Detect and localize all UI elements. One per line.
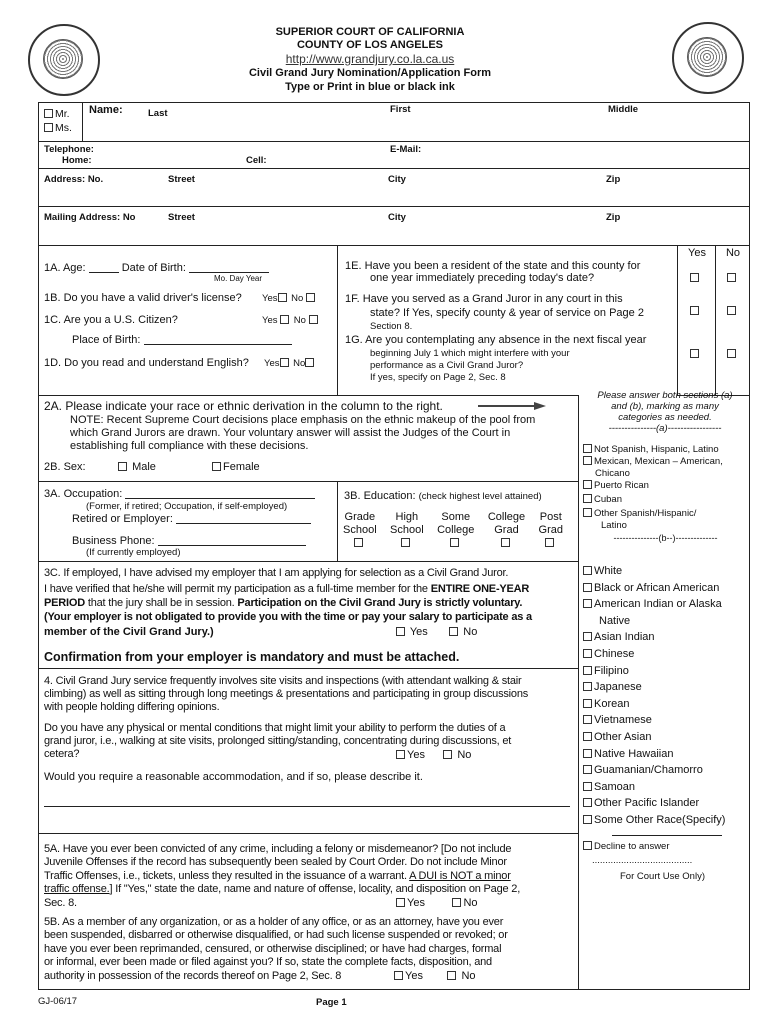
q5b-no-checkbox[interactable] [447, 971, 456, 980]
q3c-no-checkbox[interactable] [449, 627, 458, 636]
q2-note-1: NOTE: Recent Supreme Court decisions place emphasis on the ethnic makeup of the pool from [70, 414, 536, 426]
eth-korean: Korean [583, 696, 748, 713]
ms-option[interactable]: Ms. [44, 122, 72, 134]
eth-decline: Decline to answer [583, 841, 670, 852]
q1e-no-checkbox[interactable] [727, 273, 736, 282]
ms-checkbox[interactable] [44, 123, 53, 132]
q3c-yes-checkbox[interactable] [396, 627, 405, 636]
q1f-line3: Section 8. [370, 321, 413, 332]
age-field[interactable] [89, 263, 119, 273]
q4-options: Yes No [396, 749, 471, 761]
accommodation-field[interactable] [44, 806, 570, 807]
q1g-line3: performance as a Civil Grand Juror? [370, 360, 524, 371]
q5a-options: Yes No [396, 897, 478, 909]
q5a-line3: Traffic Offenses, i.e., tickets, unless they resulted in the issuance of a warrant. A DUI is NOT a minor [44, 869, 511, 882]
edu-post-grad: Post Grad [539, 511, 563, 550]
q5b-line1: 5B. As a member of any organization, or as a holder of any office, or as an attorney, have you ever [44, 916, 504, 928]
eth-chinese: Chinese [583, 646, 748, 663]
court-use-label: For Court Use Only) [620, 871, 705, 882]
eth-asian-indian: Asian Indian [583, 629, 748, 646]
q1b-yes-checkbox[interactable] [278, 293, 287, 302]
employer-field[interactable] [176, 514, 311, 524]
eth-vietnamese: Vietnamese [583, 712, 748, 729]
q1b-license: 1B. Do you have a valid driver's license? [44, 292, 242, 304]
q5a-line1: 5A. Have you ever been convicted of any crime, including a felony or misdemeanor? [Do not include [44, 843, 512, 855]
eth-filipino: Filipino [583, 663, 748, 680]
q1g-yes-checkbox[interactable] [690, 349, 699, 358]
place-of-birth-field[interactable] [144, 335, 292, 345]
mr-checkbox[interactable] [44, 109, 53, 118]
cell-phone-label: Cell: [246, 155, 267, 166]
address-street-label: Street [168, 174, 195, 185]
q3c-line4: (Your employer is not obligated to provide you with the time or pay your salary to participate as a [44, 611, 532, 623]
address-label: Address: No. [44, 174, 104, 185]
edu-some-college: Some College [437, 511, 474, 550]
form-title: Civil Grand Jury Nomination/Application Form [248, 67, 492, 79]
website-link[interactable]: http://www.grandjury.co.la.ca.us [285, 52, 455, 66]
eth-chicano: Chicano [595, 468, 630, 479]
q1b-options: Yes No [262, 293, 317, 304]
address-zip-label: Zip [606, 174, 621, 185]
female-option: Female [212, 461, 260, 473]
q4-line3: with people holding differing opinions. [44, 701, 220, 713]
eth-japanese: Japanese [583, 679, 748, 696]
eth-instr-3: categories as needed. [618, 412, 712, 423]
q1g-line4: If yes, specify on Page 2, Sec. 8 [370, 372, 506, 383]
mailing-zip-label: Zip [606, 212, 621, 223]
mr-option[interactable]: Mr. [44, 108, 70, 120]
name-label: Name: [89, 104, 123, 116]
eth-instr-2: and (b), marking as many [611, 401, 719, 412]
eth-native-cont: Native [599, 614, 631, 627]
q1f-line2: state? If Yes, specify county & year of service on Page 2 [370, 307, 644, 319]
email-label: E-Mail: [390, 144, 422, 155]
county-seal-right [672, 22, 744, 94]
q3c-line2: I have verified that he/she will permit my participation as a full-time member for the ENTIRE ONE-YEAR [44, 583, 530, 595]
q1g-no-checkbox[interactable] [727, 349, 736, 358]
q1c-yes-checkbox[interactable] [280, 315, 289, 324]
q4-yes-checkbox[interactable] [396, 750, 405, 759]
q2-note-3: establishing full compliance with these decisions. [70, 440, 309, 452]
q1e-line2: one year immediately preceding today's date? [370, 272, 595, 284]
county-name: COUNTY OF LOS ANGELES [296, 39, 444, 51]
edu-grade-school: Grade School [343, 511, 377, 550]
place-of-birth: Place of Birth: [72, 334, 292, 346]
eth-white: White [583, 563, 748, 580]
eth-american-indian: American Indian or Alaska [583, 596, 748, 613]
q5a-line5: Sec. 8. [44, 896, 77, 909]
q4-no-checkbox[interactable] [443, 750, 452, 759]
eth-latino: Latino [601, 520, 627, 531]
eth-not-hispanic: Not Spanish, Hispanic, Latino [583, 444, 748, 456]
edu-high-school: High School [390, 511, 424, 550]
mailing-label: Mailing Address: No [44, 212, 136, 223]
education-levels [343, 511, 563, 550]
q4-line2: climbing) as well as sitting through long meetings & presentations and participating in group discussions [44, 688, 529, 700]
q5a-line2: Juvenile Offenses if the record has subsequently been sealed by Court Order. Do not include Minor [44, 856, 507, 869]
q2a-text: 2A. Please indicate your race or ethnic derivation in the column to the right. [44, 399, 443, 413]
q5b-line2: been suspended, disbarred or otherwise disqualified, or had such license suspended or revoked; or [44, 929, 508, 942]
mailing-city-label: City [388, 212, 406, 223]
q1a-age: 1A. Age: Date of Birth: [44, 262, 269, 274]
q1c-no-checkbox[interactable] [309, 315, 318, 324]
q1f-line1: 1F. Have you served as a Grand Juror in any court in this [345, 293, 623, 305]
q1d-no-checkbox[interactable] [305, 358, 314, 367]
no-header: No [725, 247, 741, 259]
q3c-line5: member of the Civil Grand Jury.) [44, 626, 214, 638]
eth-guamanian: Guamanian/Chamorro [583, 762, 748, 779]
occupation-field[interactable] [125, 489, 315, 499]
eth-mexican: Mexican, Mexican – American, [583, 456, 748, 468]
q1c-citizen: 1C. Are you a U.S. Citizen? [44, 314, 178, 326]
middle-name-label: Middle [608, 104, 639, 115]
ink-instructions: Type or Print in blue or black ink [285, 81, 455, 93]
dob-field[interactable] [189, 263, 269, 273]
female-checkbox[interactable] [212, 462, 221, 471]
court-name: SUPERIOR COURT OF CALIFORNIA [275, 26, 465, 38]
eth-other-asian: Other Asian [583, 729, 748, 746]
occupation-note: (Former, if retired; Occupation, if self-employed) [86, 501, 288, 512]
q4-line6: cetera? [44, 748, 80, 760]
eth-samoan: Samoan [583, 779, 748, 796]
home-phone-label: Home: [62, 155, 92, 166]
employer-confirmation: Confirmation from your employer is mandatory and must be attached. [44, 650, 460, 664]
q1d-yes-checkbox[interactable] [280, 358, 289, 367]
telephone-label: Telephone: [44, 144, 94, 155]
q4-line5: grand juror, i.e., walking at site visits, prolonged sitting/standing, concentrating during discussions, et [44, 735, 512, 747]
eth-section-a: ---------------(a)----------------- [608, 423, 722, 434]
address-city-label: City [388, 174, 406, 185]
mailing-street-label: Street [168, 212, 195, 223]
q1g-line2: beginning July 1 which might interfere with your [370, 348, 570, 359]
male-option: Male [118, 461, 156, 473]
eth-instr-1: Please answer both sections (a) [597, 390, 733, 401]
male-checkbox[interactable] [118, 462, 127, 471]
business-phone-note: (If currently employed) [86, 547, 181, 558]
q4-line7: Would you require a reasonable accommodation, and if so, please describe it. [44, 771, 423, 783]
eth-puerto-rican: Puerto Rican [583, 480, 748, 492]
q1d-options: Yes No [264, 358, 316, 369]
eth-black: Black or African American [583, 580, 748, 597]
eth-dots: ...................................... [592, 855, 693, 866]
q5b-line3: have you ever been reprimanded, censured, or otherwise disciplined; or have had charges, formal [44, 942, 502, 955]
q2-note-2: which Grand Jurors are drawn. Your voluntary answer will assist the Judges of the Court in [70, 427, 511, 439]
q5b-line5: authority in possession of the records thereof on Page 2, Sec. 8 [44, 969, 342, 982]
arrow-right-icon [478, 401, 548, 411]
q5a-yes-checkbox[interactable] [396, 898, 405, 907]
employer: Retired or Employer: [72, 513, 311, 525]
q5b-options: Yes No [394, 970, 476, 982]
edu-college-grad: College Grad [488, 511, 525, 550]
q1f-no-checkbox[interactable] [727, 306, 736, 315]
q3c-line1: 3C. If employed, I have advised my employer that I am applying for selection as a Civil Grand Juror. [44, 567, 509, 579]
occupation: 3A. Occupation: [44, 488, 315, 500]
last-name-label: Last [148, 108, 168, 119]
form-id: GJ-06/17 [38, 996, 78, 1007]
eth-native-hawaiian: Native Hawaiian [583, 746, 748, 763]
q3c-options: Yes No [396, 626, 477, 638]
q4-line4: Do you have any physical or mental conditions that might limit your ability to perform the duties of a [44, 722, 506, 734]
q5a-no-checkbox[interactable] [452, 898, 461, 907]
eth-some-other: Some Other Race(Specify) [583, 812, 748, 829]
court-seal-left [28, 24, 100, 96]
eth-section-b: ---------------(b--)-------------- [613, 533, 718, 543]
eth-other-hispanic: Other Spanish/Hispanic/ [583, 508, 748, 520]
page-number: Page 1 [316, 997, 347, 1008]
q1e-yes-checkbox[interactable] [690, 273, 699, 282]
business-phone-field[interactable] [158, 536, 306, 546]
q2b-sex: 2B. Sex: [44, 461, 86, 473]
education: 3B. Education: (check highest level attained) [344, 490, 542, 502]
q5b-line4: or informal, ever been made or filed against you? If so, state the complete facts, disposition, and [44, 956, 492, 969]
q3c-line3: PERIOD that the jury shall be in session. Participation on the Civil Grand Jury is strictly voluntary. [44, 597, 523, 609]
first-name-label: First [390, 104, 411, 115]
yes-header: Yes [688, 247, 706, 259]
dob-format: Mo. Day Year [214, 274, 263, 283]
q1e-line1: 1E. Have you been a resident of the state and this county for [345, 260, 641, 272]
q5a-line4: traffic offense.] If "Yes," state the date, name and nature of offense, locality, and disposition on Page 2, [44, 883, 521, 896]
business-phone: Business Phone: [72, 535, 306, 547]
q1g-line1: 1G. Are you contemplating any absence in the next fiscal year [345, 334, 647, 346]
q1c-options: Yes No [262, 315, 320, 326]
q1f-yes-checkbox[interactable] [690, 306, 699, 315]
q1b-no-checkbox[interactable] [306, 293, 315, 302]
q5b-yes-checkbox[interactable] [394, 971, 403, 980]
q1d-english: 1D. Do you read and understand English? [44, 357, 249, 369]
q4-line1: 4. Civil Grand Jury service frequently involves site visits and inspections (with attendant walking & stair [44, 675, 522, 687]
eth-other-pacific: Other Pacific Islander [583, 795, 748, 812]
eth-cuban: Cuban [583, 494, 748, 506]
